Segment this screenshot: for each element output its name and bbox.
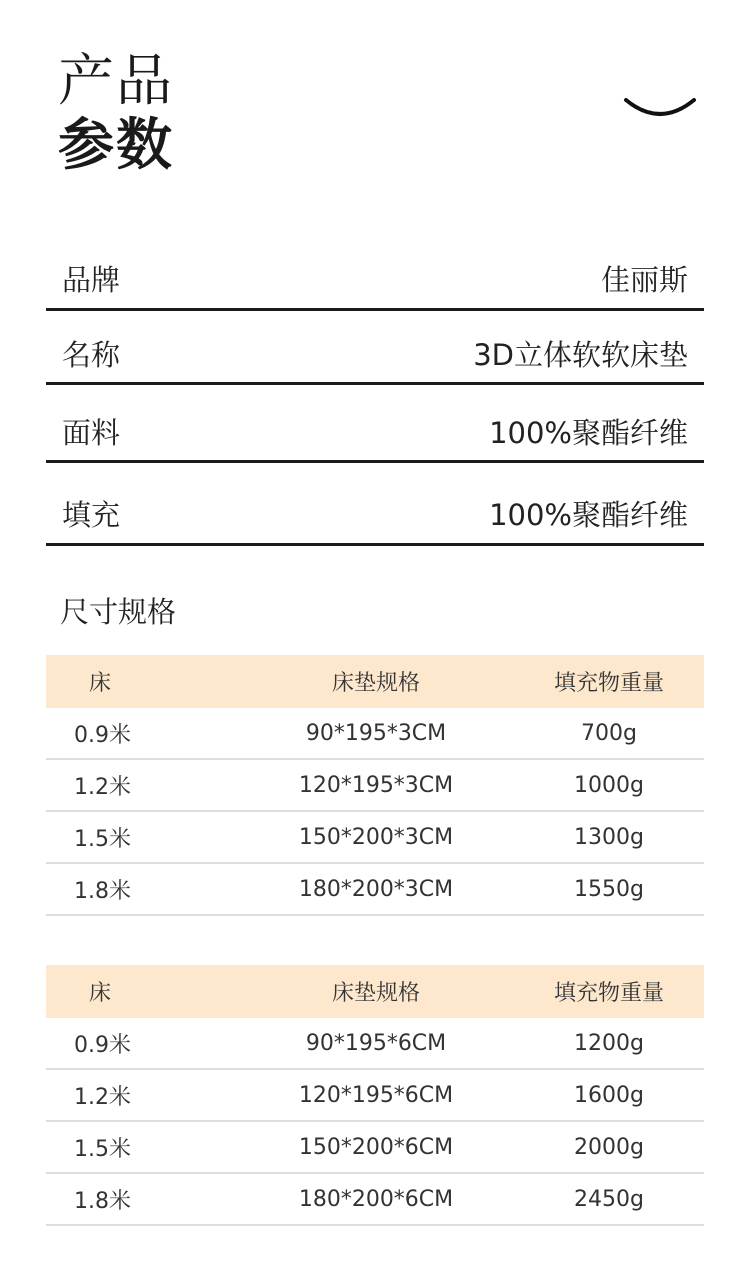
- cell-bed: 1.2米: [74, 1084, 131, 1110]
- param-row-name: [46, 311, 704, 385]
- cell-weight: 1300g: [574, 824, 644, 850]
- param-value: 100%聚酯纤维: [489, 416, 688, 450]
- title-line-2: 参数: [58, 113, 174, 178]
- cell-bed: 1.5米: [74, 1136, 131, 1162]
- cell-bed: 1.8米: [74, 878, 131, 904]
- table-row: [46, 1018, 704, 1070]
- cell-spec: 180*200*6CM: [298, 1186, 454, 1212]
- cell-spec: 150*200*6CM: [298, 1134, 454, 1160]
- table-row: [46, 1174, 704, 1226]
- header-weight: 填充物重量: [553, 671, 664, 696]
- table-row: [46, 1070, 704, 1122]
- table-header: [46, 965, 704, 1018]
- param-value: 3D立体软软床垫: [473, 338, 688, 372]
- title-line-1: 产品: [58, 49, 174, 114]
- table-header: [46, 655, 704, 708]
- table-row: [46, 708, 704, 760]
- cell-spec: 90*195*3CM: [305, 720, 447, 746]
- cell-weight: 700g: [581, 720, 637, 746]
- cell-bed: 1.5米: [74, 826, 131, 852]
- table-row: [46, 1122, 704, 1174]
- param-value: 佳丽斯: [600, 263, 688, 297]
- cell-spec: 120*195*6CM: [298, 1082, 454, 1108]
- header-spec: 床垫规格: [331, 671, 420, 696]
- table-row: [46, 760, 704, 812]
- cell-weight: 1550g: [574, 876, 644, 902]
- cell-bed: 1.2米: [74, 774, 131, 800]
- header-spec: 床垫规格: [331, 981, 420, 1006]
- table-row: [46, 812, 704, 864]
- param-row-fabric: [46, 385, 704, 463]
- param-label: 名称: [62, 338, 121, 372]
- param-label: 面料: [62, 416, 121, 450]
- header-bed: 床: [88, 981, 111, 1006]
- cell-bed: 0.9米: [74, 1032, 131, 1058]
- cell-spec: 120*195*3CM: [298, 772, 454, 798]
- cell-spec: 180*200*3CM: [298, 876, 454, 902]
- cell-weight: 2000g: [574, 1134, 644, 1160]
- param-label: 品牌: [62, 263, 121, 297]
- cell-weight: 2450g: [574, 1186, 644, 1212]
- cell-weight: 1200g: [574, 1030, 644, 1056]
- param-row-brand: [46, 250, 704, 311]
- cell-spec: 150*200*3CM: [298, 824, 454, 850]
- cell-bed: 0.9米: [74, 722, 131, 748]
- cell-weight: 1000g: [574, 772, 644, 798]
- param-row-filling: [46, 463, 704, 546]
- cell-spec: 90*195*6CM: [305, 1030, 447, 1056]
- smile-curve-icon: [622, 92, 698, 122]
- header-weight: 填充物重量: [553, 981, 664, 1006]
- header-bed: 床: [88, 671, 111, 696]
- param-value: 100%聚酯纤维: [489, 498, 688, 532]
- size-section-title: 尺寸规格: [60, 595, 177, 629]
- spec-table-6cm: [46, 965, 704, 1226]
- table-row: [46, 864, 704, 916]
- param-label: 填充: [62, 498, 121, 532]
- cell-bed: 1.8米: [74, 1188, 131, 1214]
- cell-weight: 1600g: [574, 1082, 644, 1108]
- spec-table-3cm: [46, 655, 704, 916]
